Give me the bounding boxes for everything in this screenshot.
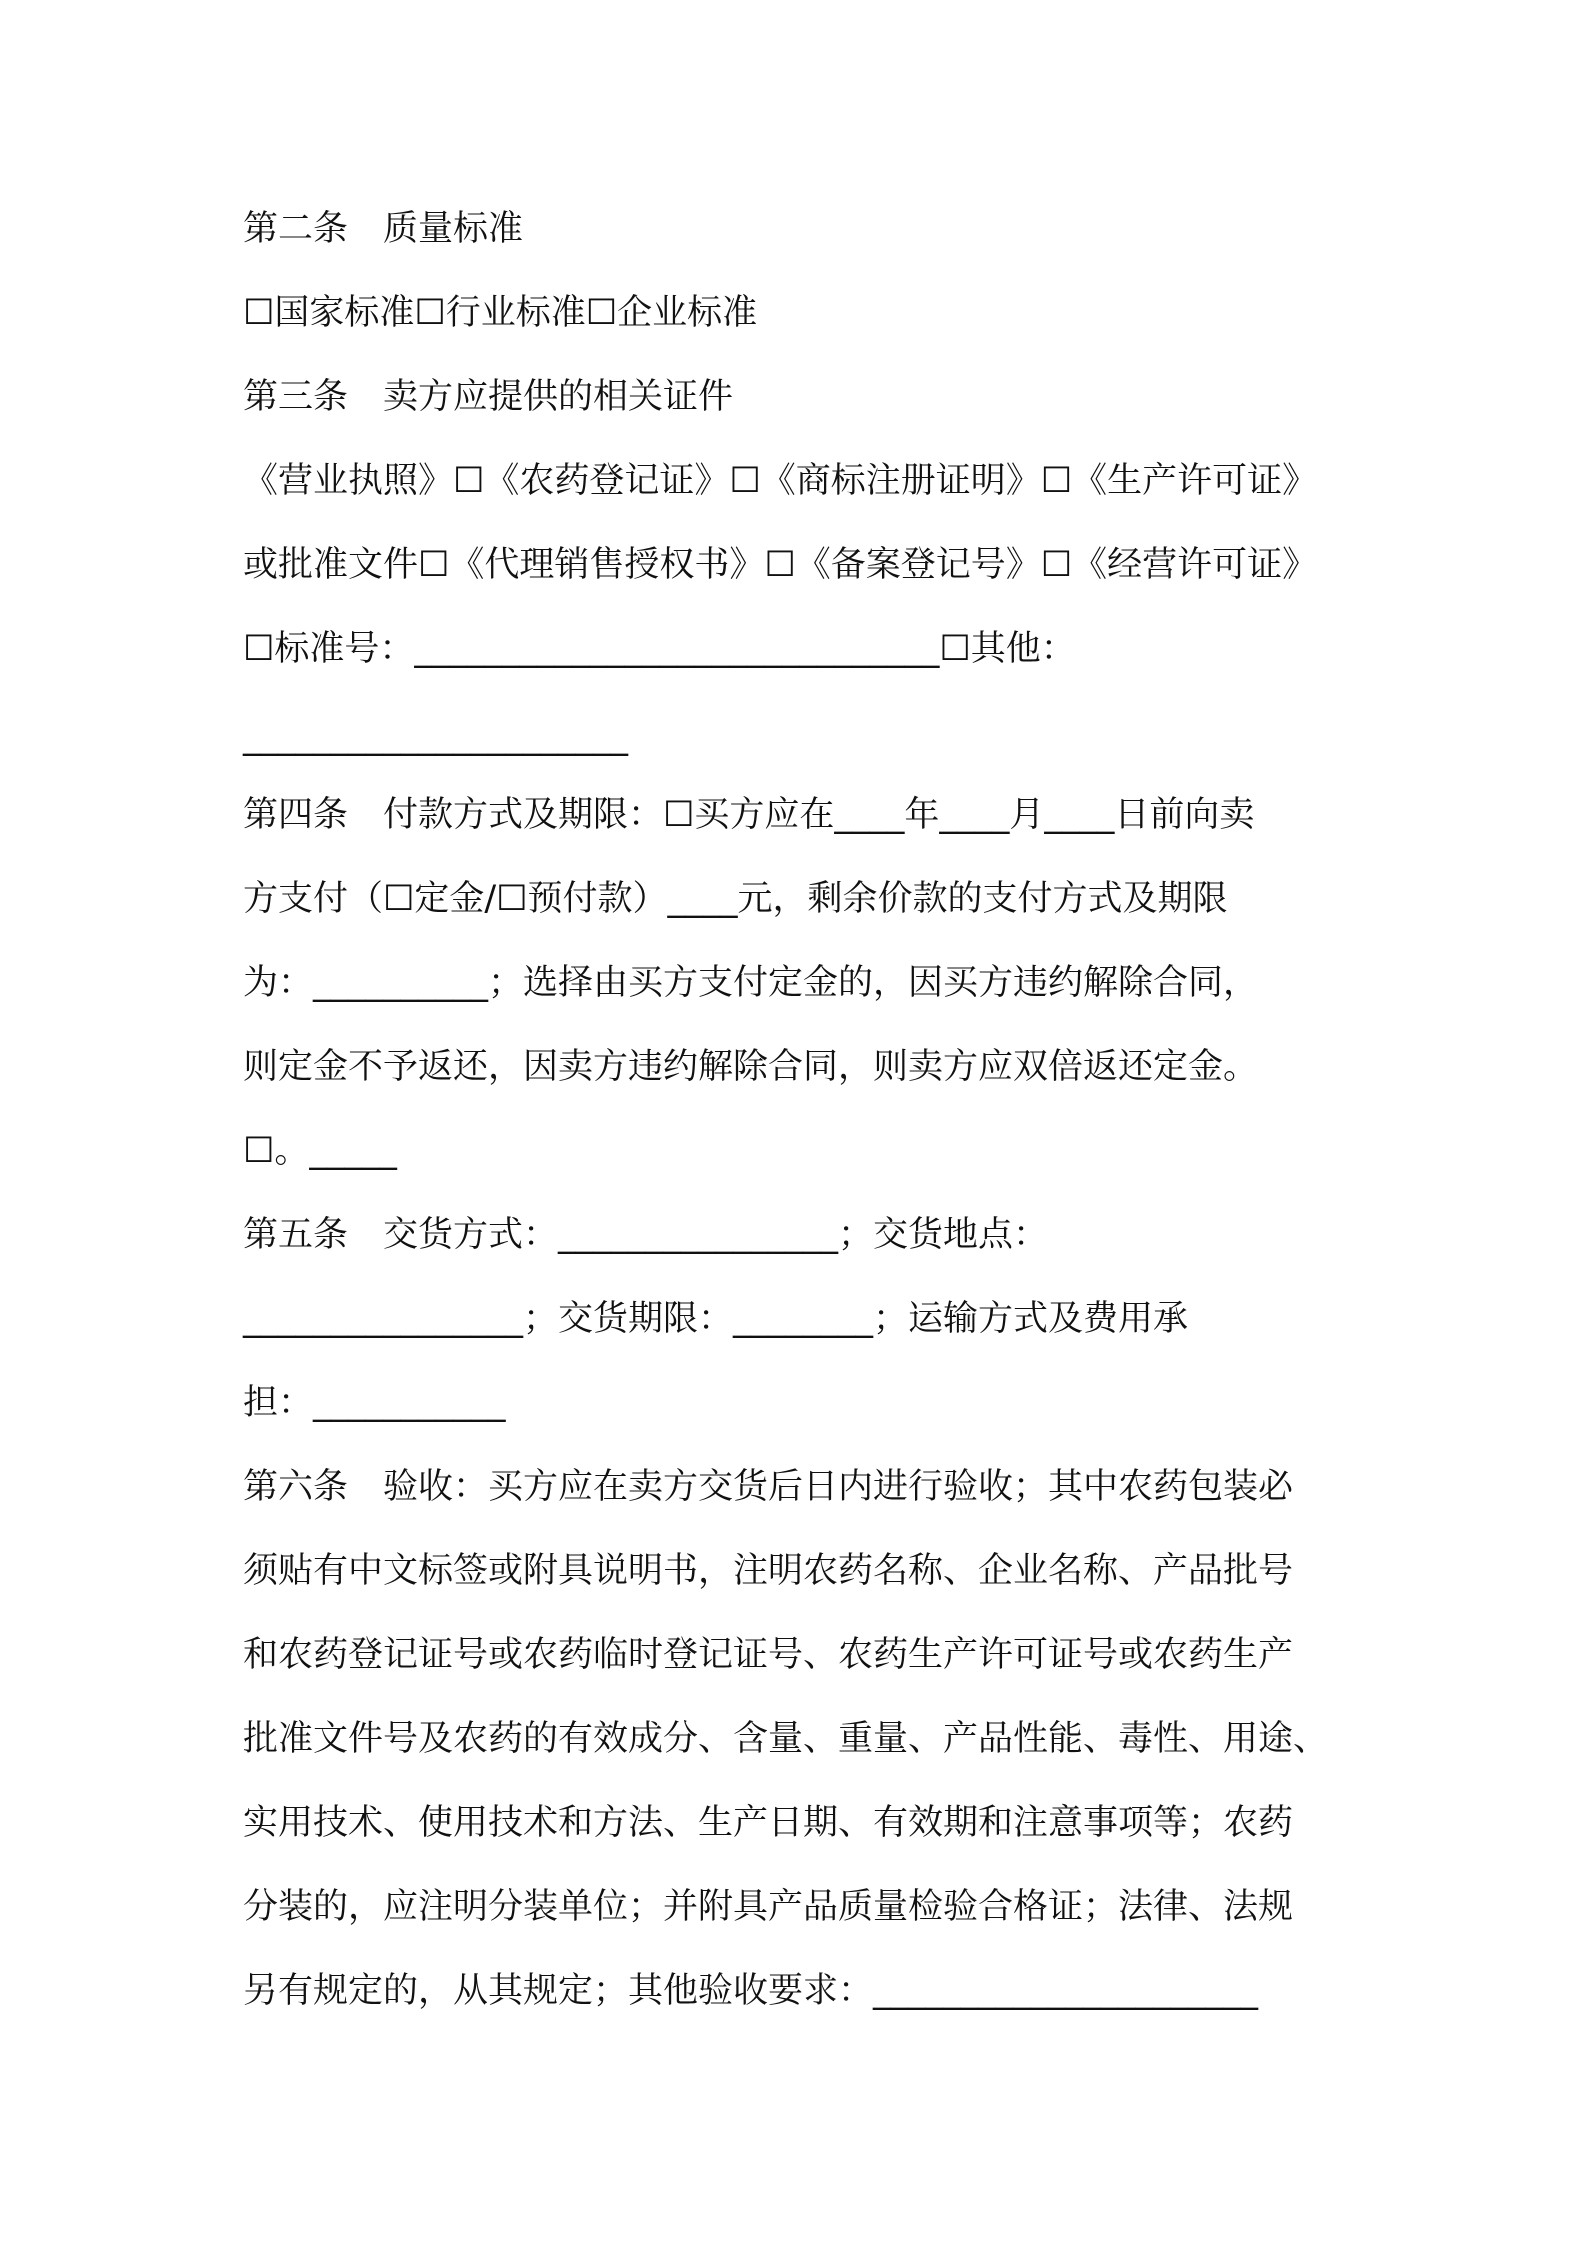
document-line: 或批准文件☐《代理销售授权书》☐《备案登记号》☐《经营许可证》 <box>243 545 1318 585</box>
document-line: ________________；交货期限：________；运输方式及费用承 <box>243 1299 1189 1339</box>
document-line: 分装的，应注明分装单位；并附具产品质量检验合格证；法律、法规 <box>243 1887 1294 1927</box>
article-6-heading: 第六条 验收：买方应在卖方交货后日内进行验收；其中农药包装必 <box>243 1467 1294 1507</box>
document-line: ______________________ <box>243 717 628 757</box>
document-line: 批准文件号及农药的有效成分、含量、重量、产品性能、毒性、用途、 <box>243 1719 1329 1759</box>
article-4-heading: 第四条 付款方式及期限：☐买方应在____年____月____日前向卖 <box>243 795 1255 835</box>
document-line: ☐标准号：______________________________☐其他： <box>243 629 1076 669</box>
article-3-heading: 第三条 卖方应提供的相关证件 <box>243 377 734 417</box>
document-line: 为：__________；选择由买方支付定金的，因买方违约解除合同， <box>243 963 1259 1003</box>
article-2-heading: 第二条 质量标准 <box>243 209 524 249</box>
document-line: 方支付（☐定金/☐预付款）____元，剩余价款的支付方式及期限 <box>243 879 1228 919</box>
article-5-heading: 第五条 交货方式：________________；交货地点： <box>243 1215 1049 1255</box>
document-line: 则定金不予返还，因卖方违约解除合同，则卖方应双倍返还定金。 <box>243 1047 1259 1087</box>
document-line: 须贴有中文标签或附具说明书，注明农药名称、企业名称、产品批号 <box>243 1551 1294 1591</box>
document-line: 和农药登记证号或农药临时登记证号、农药生产许可证号或农药生产 <box>243 1635 1294 1675</box>
document-line: ☐。_____ <box>243 1131 397 1171</box>
document-line: 另有规定的，从其规定；其他验收要求：______________________ <box>243 1971 1259 2011</box>
document-line: 担：___________ <box>243 1383 506 1423</box>
document-line: 《营业执照》☐《农药登记证》☐《商标注册证明》☐《生产许可证》 <box>243 461 1318 501</box>
quality-standard-options: ☐国家标准☐行业标准☐企业标准 <box>243 293 758 333</box>
document-line: 实用技术、使用技术和方法、生产日期、有效期和注意事项等；农药 <box>243 1803 1294 1843</box>
